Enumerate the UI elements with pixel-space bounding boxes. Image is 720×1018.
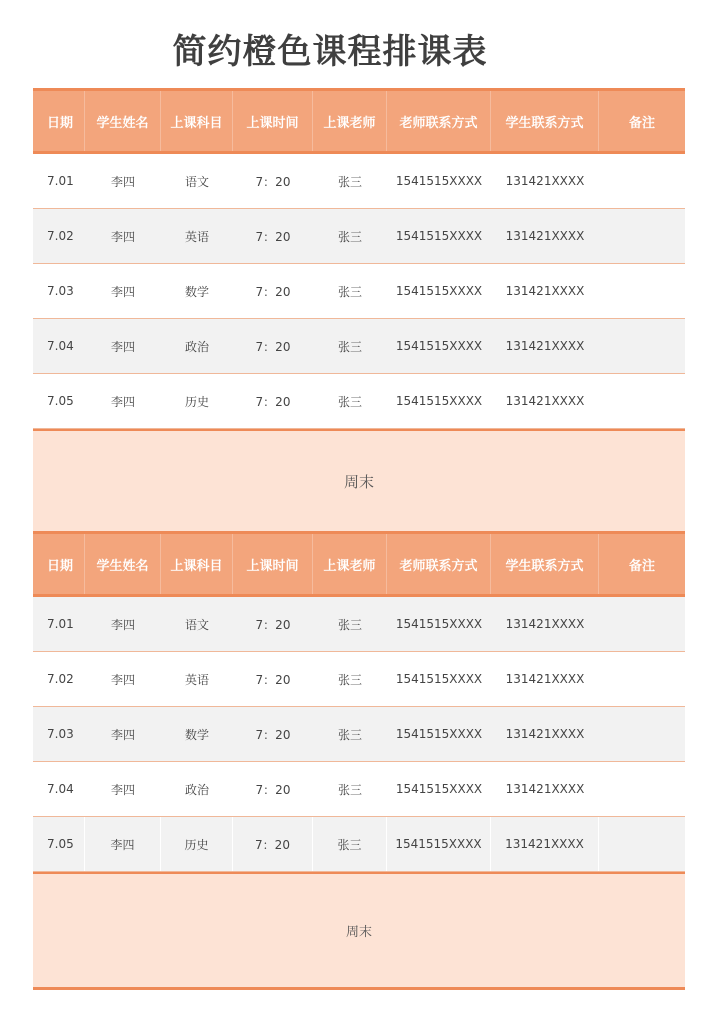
time-cell: 7：20	[255, 394, 291, 409]
teacher-contact-cell: 1541515XXXX	[395, 394, 483, 408]
subject-cell: 语文	[184, 617, 209, 632]
header-note: 备注	[628, 115, 655, 131]
note-cell	[599, 264, 685, 318]
teacher-cell: 张三	[337, 672, 362, 687]
student-cell: 李四	[110, 672, 135, 687]
date-cell: 7.05	[33, 817, 85, 871]
time-cell: 7：20	[255, 672, 291, 687]
date-cell: 7.04	[47, 339, 74, 353]
note-cell	[599, 319, 685, 373]
student-contact-cell: 131421XXXX	[505, 339, 585, 353]
table-row	[33, 652, 685, 707]
note-cell	[599, 597, 685, 651]
header-subject: 上课科目	[161, 534, 233, 594]
date-cell: 7.01	[47, 617, 74, 631]
student-cell: 李四	[110, 284, 135, 299]
time-cell: 7：20	[255, 782, 291, 797]
time-cell: 7：20	[255, 727, 291, 742]
teacher-contact-cell: 1541515XXXX	[395, 174, 483, 188]
student-contact-cell: 131421XXXX	[505, 229, 585, 243]
date-cell: 7.03	[47, 727, 74, 741]
student-cell: 李四	[110, 339, 135, 354]
header-note: 备注	[628, 558, 655, 574]
teacher-cell: 张三	[337, 394, 362, 409]
subject-cell: 政治	[184, 782, 209, 797]
date-cell: 7.05	[47, 394, 74, 408]
student-contact-cell: 131421XXXX	[505, 672, 585, 686]
student-contact-cell: 131421XXXX	[505, 174, 585, 188]
weekend-row: 周末	[33, 429, 685, 531]
table-row	[33, 154, 685, 209]
subject-cell: 数学	[184, 284, 209, 299]
subject-cell: 历史	[161, 817, 233, 871]
table-row	[33, 762, 685, 817]
student-cell: 李四	[110, 394, 135, 409]
header-teacher: 上课老师	[313, 91, 387, 151]
teacher-cell: 张三	[337, 339, 362, 354]
header-date: 日期	[33, 534, 85, 594]
header-teacher-contact: 老师联系方式	[387, 91, 491, 151]
teacher-cell: 张三	[337, 727, 362, 742]
note-cell	[599, 652, 685, 706]
date-cell: 7.03	[47, 284, 74, 298]
note-cell	[599, 209, 685, 263]
time-cell: 7：20	[255, 229, 291, 244]
student-cell: 李四	[110, 617, 135, 632]
student-cell: 李四	[110, 727, 135, 742]
teacher-contact-cell: 1541515XXXX	[395, 617, 483, 631]
page-title: 简约橙色课程排课表	[172, 32, 488, 72]
teacher-cell: 张三	[337, 617, 362, 632]
table-row	[33, 374, 685, 429]
table-row	[33, 264, 685, 319]
subject-cell: 英语	[184, 229, 209, 244]
table-header	[33, 531, 685, 597]
teacher-cell: 张三	[337, 284, 362, 299]
student-contact-cell: 131421XXXX	[491, 817, 599, 871]
date-cell: 7.04	[47, 782, 74, 796]
table-row	[33, 707, 685, 762]
header-student-contact: 学生联系方式	[491, 91, 599, 151]
teacher-contact-cell: 1541515XXXX	[395, 672, 483, 686]
subject-cell: 语文	[184, 174, 209, 189]
student-contact-cell: 131421XXXX	[505, 617, 585, 631]
teacher-contact-cell: 1541515XXXX	[395, 727, 483, 741]
header-time: 上课时间	[233, 534, 313, 594]
note-cell	[599, 762, 685, 816]
time-cell: 7：20	[255, 174, 291, 189]
time-cell: 7：20	[255, 339, 291, 354]
table-row	[33, 319, 685, 374]
note-cell	[599, 707, 685, 761]
teacher-contact-cell: 1541515XXXX	[395, 782, 483, 796]
header-student-name: 学生姓名	[85, 91, 161, 151]
header-teacher: 上课老师	[313, 534, 387, 594]
student-cell: 李四	[85, 817, 161, 871]
weekend-row: 周末	[33, 872, 685, 990]
teacher-cell: 张三	[337, 174, 362, 189]
subject-cell: 政治	[184, 339, 209, 354]
header-teacher-contact: 老师联系方式	[387, 534, 491, 594]
time-cell: 7：20	[255, 284, 291, 299]
time-cell: 7：20	[255, 617, 291, 632]
teacher-contact-cell: 1541515XXXX	[395, 229, 483, 243]
date-cell: 7.02	[47, 229, 74, 243]
subject-cell: 历史	[184, 394, 209, 409]
header-subject: 上课科目	[161, 91, 233, 151]
subject-cell: 英语	[184, 672, 209, 687]
student-cell: 李四	[110, 174, 135, 189]
table-row	[33, 597, 685, 652]
header-time: 上课时间	[233, 91, 313, 151]
schedule-table	[33, 88, 685, 990]
header-student-contact: 学生联系方式	[491, 534, 599, 594]
teacher-cell: 张三	[313, 817, 387, 871]
header-date: 日期	[33, 91, 85, 151]
teacher-contact-cell: 1541515XXXX	[395, 284, 483, 298]
student-contact-cell: 131421XXXX	[505, 394, 585, 408]
student-cell: 李四	[110, 229, 135, 244]
date-cell: 7.01	[47, 174, 74, 188]
student-contact-cell: 131421XXXX	[505, 284, 585, 298]
subject-cell: 数学	[184, 727, 209, 742]
date-cell: 7.02	[47, 672, 74, 686]
note-cell	[599, 374, 685, 428]
student-contact-cell: 131421XXXX	[505, 727, 585, 741]
table-row	[33, 209, 685, 264]
table-row	[33, 817, 685, 872]
teacher-cell: 张三	[337, 782, 362, 797]
time-cell: 7：20	[233, 817, 313, 871]
teacher-contact-cell: 1541515XXXX	[387, 817, 491, 871]
teacher-contact-cell: 1541515XXXX	[395, 339, 483, 353]
table-header	[33, 88, 685, 154]
student-contact-cell: 131421XXXX	[505, 782, 585, 796]
student-cell: 李四	[110, 782, 135, 797]
teacher-cell: 张三	[337, 229, 362, 244]
note-cell	[599, 817, 685, 871]
note-cell	[599, 154, 685, 208]
header-student-name: 学生姓名	[85, 534, 161, 594]
